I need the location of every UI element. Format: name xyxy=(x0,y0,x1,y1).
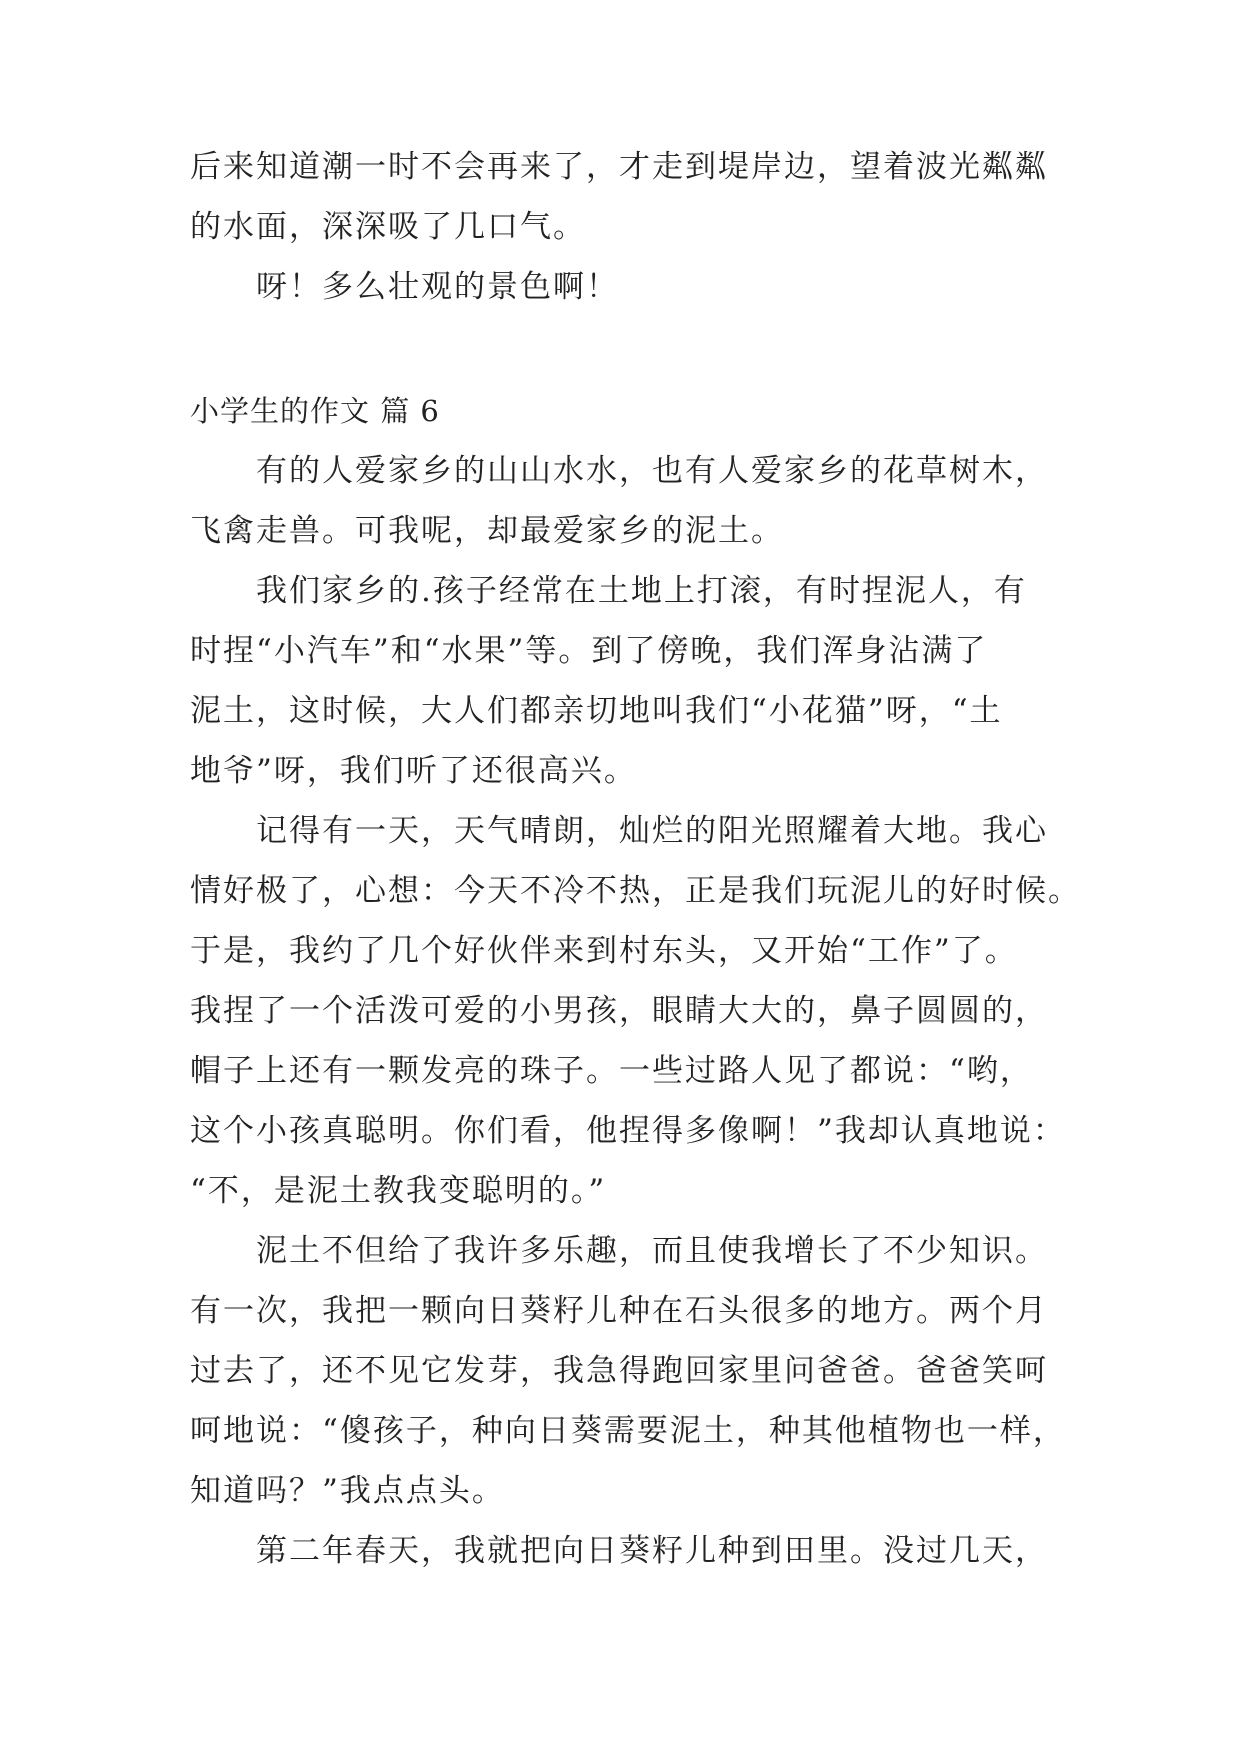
paragraph-line: 我们家乡的.孩子经常在土地上打滚，有时捏泥人，有 xyxy=(256,573,1027,609)
paragraph-line: 情好极了，心想：今天不冷不热，正是我们玩泥儿的好时候。 xyxy=(190,873,1081,909)
paragraph-line: 第二年春天，我就把向日葵籽儿种到田里。没过几天， xyxy=(256,1533,1048,1569)
paragraph-line: 过去了，还不见它发芽，我急得跑回家里问爸爸。爸爸笑呵 xyxy=(190,1353,1048,1389)
paragraph-line: 帽子上还有一颗发亮的珠子。一些过路人见了都说：“哟， xyxy=(190,1053,1033,1089)
paragraph-line: 泥土不但给了我许多乐趣，而且使我增长了不少知识。 xyxy=(256,1233,1048,1269)
paragraph-line: 飞禽走兽。可我呢，却最爱家乡的泥土。 xyxy=(190,513,784,549)
paragraph-line: 的水面，深深吸了几口气。 xyxy=(190,209,586,245)
paragraph-line: 呵地说：“傻孩子，种向日葵需要泥土，种其他植物也一样， xyxy=(190,1413,1066,1449)
paragraph-line: 后来知道潮一时不会再来了，才走到堤岸边，望着波光粼粼 xyxy=(190,149,1048,185)
paragraph-line: 有的人爱家乡的山山水水，也有人爱家乡的花草树木， xyxy=(256,453,1048,489)
section-title: 小学生的作文 篇 6 xyxy=(190,394,440,428)
paragraph-line: 我捏了一个活泼可爱的小男孩，眼睛大大的，鼻子圆圆的， xyxy=(190,993,1048,1029)
paragraph-line: 记得有一天，天气晴朗，灿烂的阳光照耀着大地。我心 xyxy=(256,813,1048,849)
paragraph-line: 时捏“小汽车”和“水果”等。到了傍晚，我们浑身沾满了 xyxy=(190,633,988,669)
paragraph-line: 于是，我约了几个好伙伴来到村东头，又开始“工作”了。 xyxy=(190,933,1018,969)
paragraph-line: 知道吗？”我点点头。 xyxy=(190,1473,505,1509)
paragraph-line: 有一次，我把一颗向日葵籽儿种在石头很多的地方。两个月 xyxy=(190,1293,1048,1329)
paragraph-line: “不，是泥土教我变聪明的。” xyxy=(190,1173,607,1209)
paragraph-line: 这个小孩真聪明。你们看，他捏得多像啊！”我却认真地说： xyxy=(190,1113,1066,1149)
paragraph-line: 呀！多么壮观的景色啊！ xyxy=(256,269,619,305)
paragraph-line: 地爷”呀，我们听了还很高兴。 xyxy=(190,753,637,789)
paragraph-line: 泥土，这时候，大人们都亲切地叫我们“小花猫”呀，“土 xyxy=(190,693,1003,729)
